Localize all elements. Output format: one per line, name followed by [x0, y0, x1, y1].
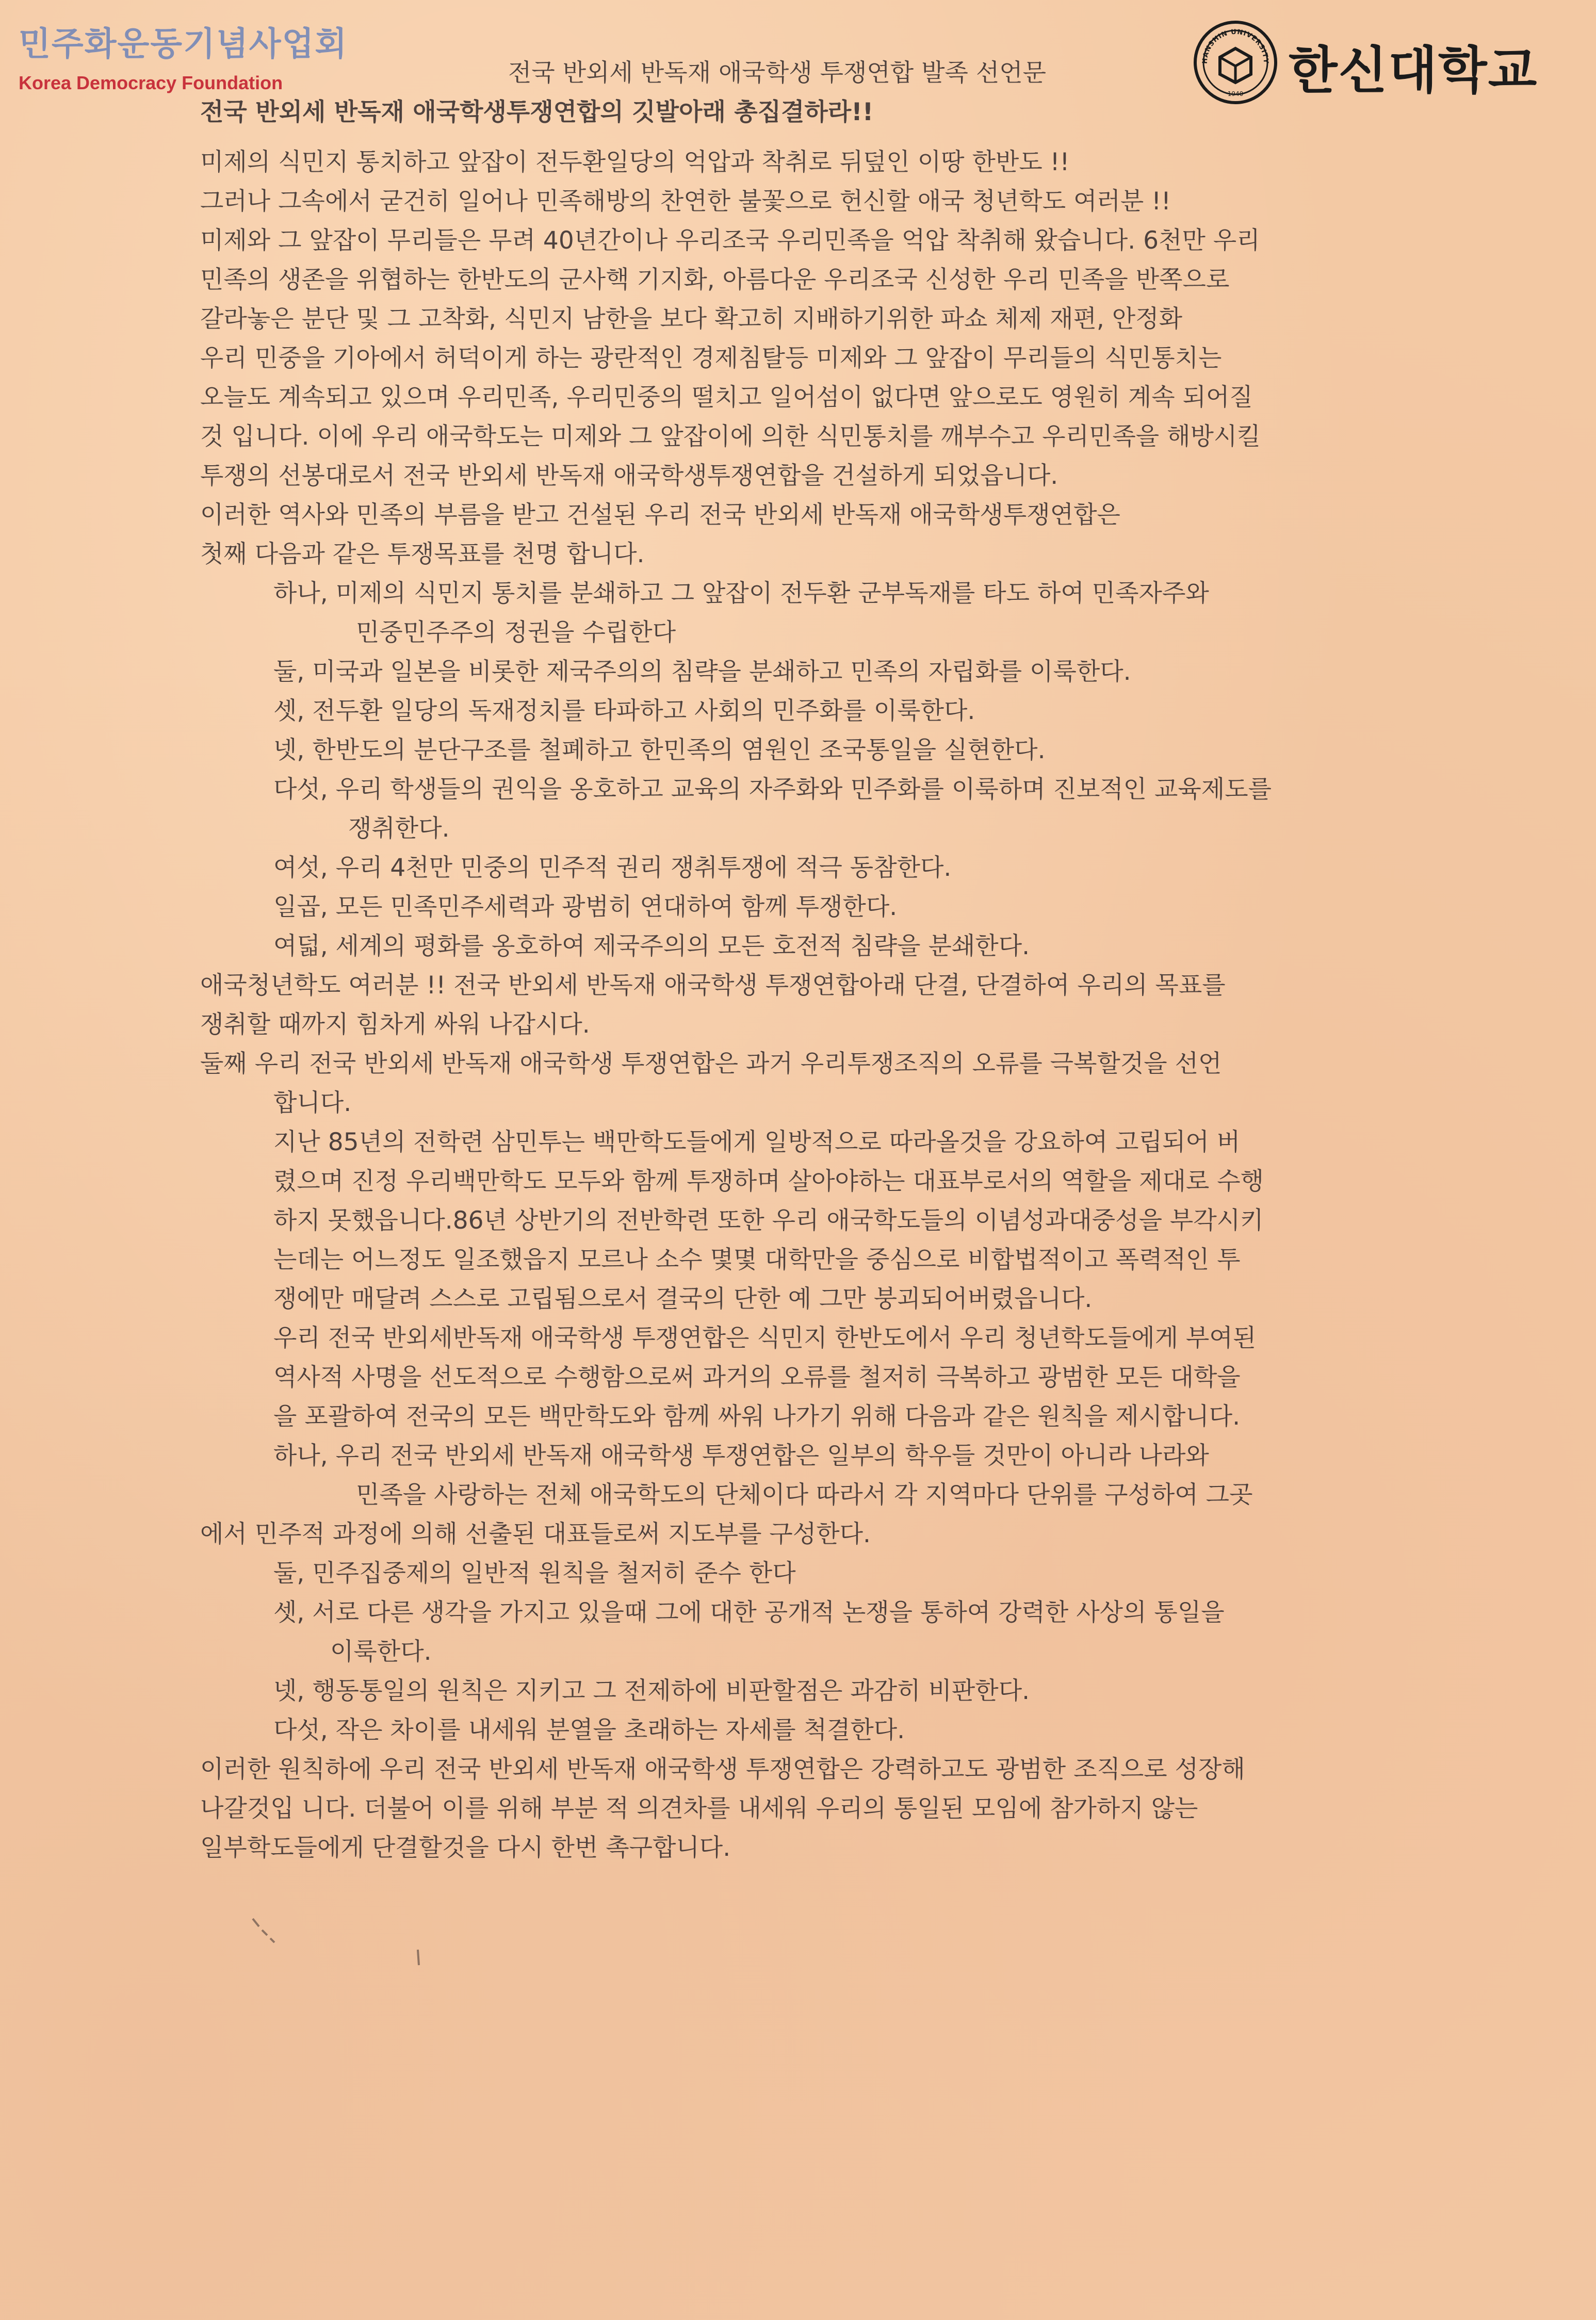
- text-line: 우리 전국 반외세반독재 애국학생 투쟁연합은 식민지 한반도에서 우리 청년학도들에게 부여된: [273, 1324, 1257, 1352]
- section-heading: 둘째 우리 전국 반외세 반독재 애국학생 투쟁연합은 과거 우리투쟁조직의 오류를 극복할것을 선언: [200, 1050, 1222, 1078]
- goal-item: 넷, 한반도의 분단구조를 철폐하고 한민족의 염원인 조국통일을 실현한다.: [273, 736, 1046, 764]
- text-line: 는데는 어느정도 일조했읍지 모르나 소수 몇몇 대학만을 중심으로 비합법적이고 폭력적인 투: [273, 1246, 1241, 1274]
- text-line: 나갈것입 니다. 더불어 이를 위해 부분 적 의견차를 내세워 우리의 통일된 모임에 참가하지 않는: [200, 1794, 1198, 1823]
- text-line: 민족의 생존을 위협하는 한반도의 군사핵 기지화, 아름다운 우리조국 신성한 우리 민족을 반쪽으로: [200, 266, 1230, 294]
- seal-text: HANSHIN UNIVERSITY: [1201, 28, 1270, 64]
- goal-item: 일곱, 모든 민족민주세력과 광범히 연대하여 함께 투쟁한다.: [273, 893, 898, 921]
- text-line: 이러한 역사와 민족의 부름을 받고 건설된 우리 전국 반외세 반독재 애국학생투쟁연합은: [200, 501, 1120, 529]
- text-line: 이러한 원칙하에 우리 전국 반외세 반독재 애국학생 투쟁연합은 강력하고도 광범한 조직으로 성장해: [200, 1755, 1245, 1784]
- principle-item: 다섯, 작은 차이를 내세워 분열을 초래하는 자세를 척결한다.: [273, 1716, 905, 1744]
- text-line: 것 입니다. 이에 우리 애국학도는 미제와 그 앞잡이에 의한 식민통치를 깨부수고 우리민족을 해방시킬: [200, 422, 1261, 451]
- text-line: 투쟁의 선봉대로서 전국 반외세 반독재 애국학생투쟁연합을 건설하게 되었읍니다.: [200, 462, 1058, 490]
- text-line: 역사적 사명을 선도적으로 수행함으로써 과거의 오류를 철저히 극복하고 광범한 모든 대학을: [273, 1363, 1241, 1392]
- text-line: 쟁취할 때까지 힘차게 싸워 나갑시다.: [200, 1010, 590, 1039]
- text-line: 오늘도 계속되고 있으며 우리민족, 우리민중의 떨치고 일어섬이 없다면 앞으로도 영원히 계속 되어질: [200, 383, 1253, 412]
- goal-item: 둘, 미국과 일본을 비롯한 제국주의의 침략을 분쇄하고 민족의 자립화를 이룩한다.: [273, 658, 1131, 686]
- text-line: 합니다.: [273, 1089, 352, 1117]
- goal-item: 셋, 전두환 일당의 독재정치를 타파하고 사회의 민주화를 이룩한다.: [273, 697, 975, 725]
- foundation-korean-name: 민주화운동기념사업회: [19, 25, 348, 63]
- text-line: 애국청년학도 여러분 !! 전국 반외세 반독재 애국학생 투쟁연합아래 단결, 단결하여 우리의 목표를: [200, 971, 1226, 1000]
- university-name: 한신대학교: [1289, 41, 1538, 100]
- stray-pen-marks: [248, 1908, 433, 1981]
- principle-item-continuation: 에서 민주적 과정에 의해 선출된 대표들로써 지도부를 구성한다.: [200, 1520, 871, 1548]
- goal-item: 여섯, 우리 4천만 민중의 민주적 권리 쟁취투쟁에 적극 동참한다.: [273, 854, 952, 882]
- goal-item: 여덟, 세계의 평화를 옹호하여 제국주의의 모든 호전적 침략을 분쇄한다.: [273, 932, 1030, 960]
- principle-item-continuation: 민족을 사랑하는 전체 애국학도의 단체이다 따라서 각 지역마다 단위를 구성하여 그곳: [356, 1481, 1253, 1509]
- section-heading: 첫째 다음과 같은 투쟁목표를 천명 합니다.: [200, 540, 645, 568]
- text-line: 을 포괄하여 전국의 모든 백만학도와 함께 싸워 나가기 위해 다음과 같은 원칙을 제시합니다.: [273, 1402, 1241, 1431]
- principle-item: 둘, 민주집중제의 일반적 원칙을 철저히 준수 한다: [273, 1559, 796, 1588]
- text-line: 그러나 그속에서 굳건히 일어나 민족해방의 찬연한 불꽃으로 헌신할 애국 청년학도 여러분 !!: [200, 187, 1171, 216]
- text-line: 미제와 그 앞잡이 무리들은 무려 40년간이나 우리조국 우리민족을 억압 착취해 왔습니다. 6천만 우리: [200, 226, 1260, 255]
- goal-item-continuation: 쟁취한다.: [348, 814, 450, 843]
- text-line: 갈라놓은 분단 및 그 고착화, 식민지 남한을 보다 확고히 지배하기위한 파쇼 체제 재편, 안정화: [200, 305, 1182, 333]
- document-title: 전국 반외세 반독재 애국학생 투쟁연합 발족 선언문: [508, 59, 1047, 87]
- document-subtitle: 전국 반외세 반독재 애국학생투쟁연합의 깃발아래 총집결하라!!: [200, 98, 874, 126]
- goal-item: 다섯, 우리 학생들의 권익을 옹호하고 교육의 자주화와 민주화를 이룩하며 진보적인 교육제도를: [273, 775, 1272, 804]
- goal-item: 하나, 미제의 식민지 통치를 분쇄하고 그 앞잡이 전두환 군부독재를 타도 하여 민족자주와: [273, 579, 1209, 608]
- principle-item: 셋, 서로 다른 생각을 가지고 있을때 그에 대한 공개적 논쟁을 통하여 강력한 사상의 통일을: [273, 1598, 1225, 1627]
- text-line: 하지 못했읍니다.86년 상반기의 전반학련 또한 우리 애국학도들의 이념성과대중성을 부각시키: [273, 1206, 1264, 1235]
- foundation-english-name: Korea Democracy Foundation: [19, 72, 283, 93]
- principle-item: 넷, 행동통일의 원칙은 지키고 그 전제하에 비판할점은 과감히 비판한다.: [273, 1677, 1030, 1705]
- seal-year: 1940: [1227, 90, 1244, 97]
- text-line: 지난 85년의 전학련 삼민투는 백만학도들에게 일방적으로 따라올것을 강요하여 고립되어 버: [273, 1128, 1241, 1156]
- text-line: 일부학도들에게 단결할것을 다시 한번 촉구합니다.: [200, 1834, 731, 1862]
- text-line: 렸으며 진정 우리백만학도 모두와 함께 투쟁하며 살아야하는 대표부로서의 역할을 제대로 수행: [273, 1167, 1264, 1196]
- text-line: 미제의 식민지 통치하고 앞잡이 전두환일당의 억압과 착취로 뒤덮인 이땅 한반도 !!: [200, 148, 1070, 176]
- principle-item: 하나, 우리 전국 반외세 반독재 애국학생 투쟁연합은 일부의 학우들 것만이 아니라 나라와: [273, 1442, 1209, 1470]
- goal-item-continuation: 민중민주주의 정권을 수립한다: [356, 618, 676, 647]
- text-line: 쟁에만 매달려 스스로 고립됨으로서 결국의 단한 예 그만 붕괴되어버렸읍니다.: [273, 1285, 1093, 1313]
- text-line: 우리 민중을 기아에서 허덕이게 하는 광란적인 경제침탈등 미제와 그 앞잡이 무리들의 식민통치는: [200, 344, 1222, 372]
- principle-item-continuation: 이룩한다.: [330, 1638, 432, 1666]
